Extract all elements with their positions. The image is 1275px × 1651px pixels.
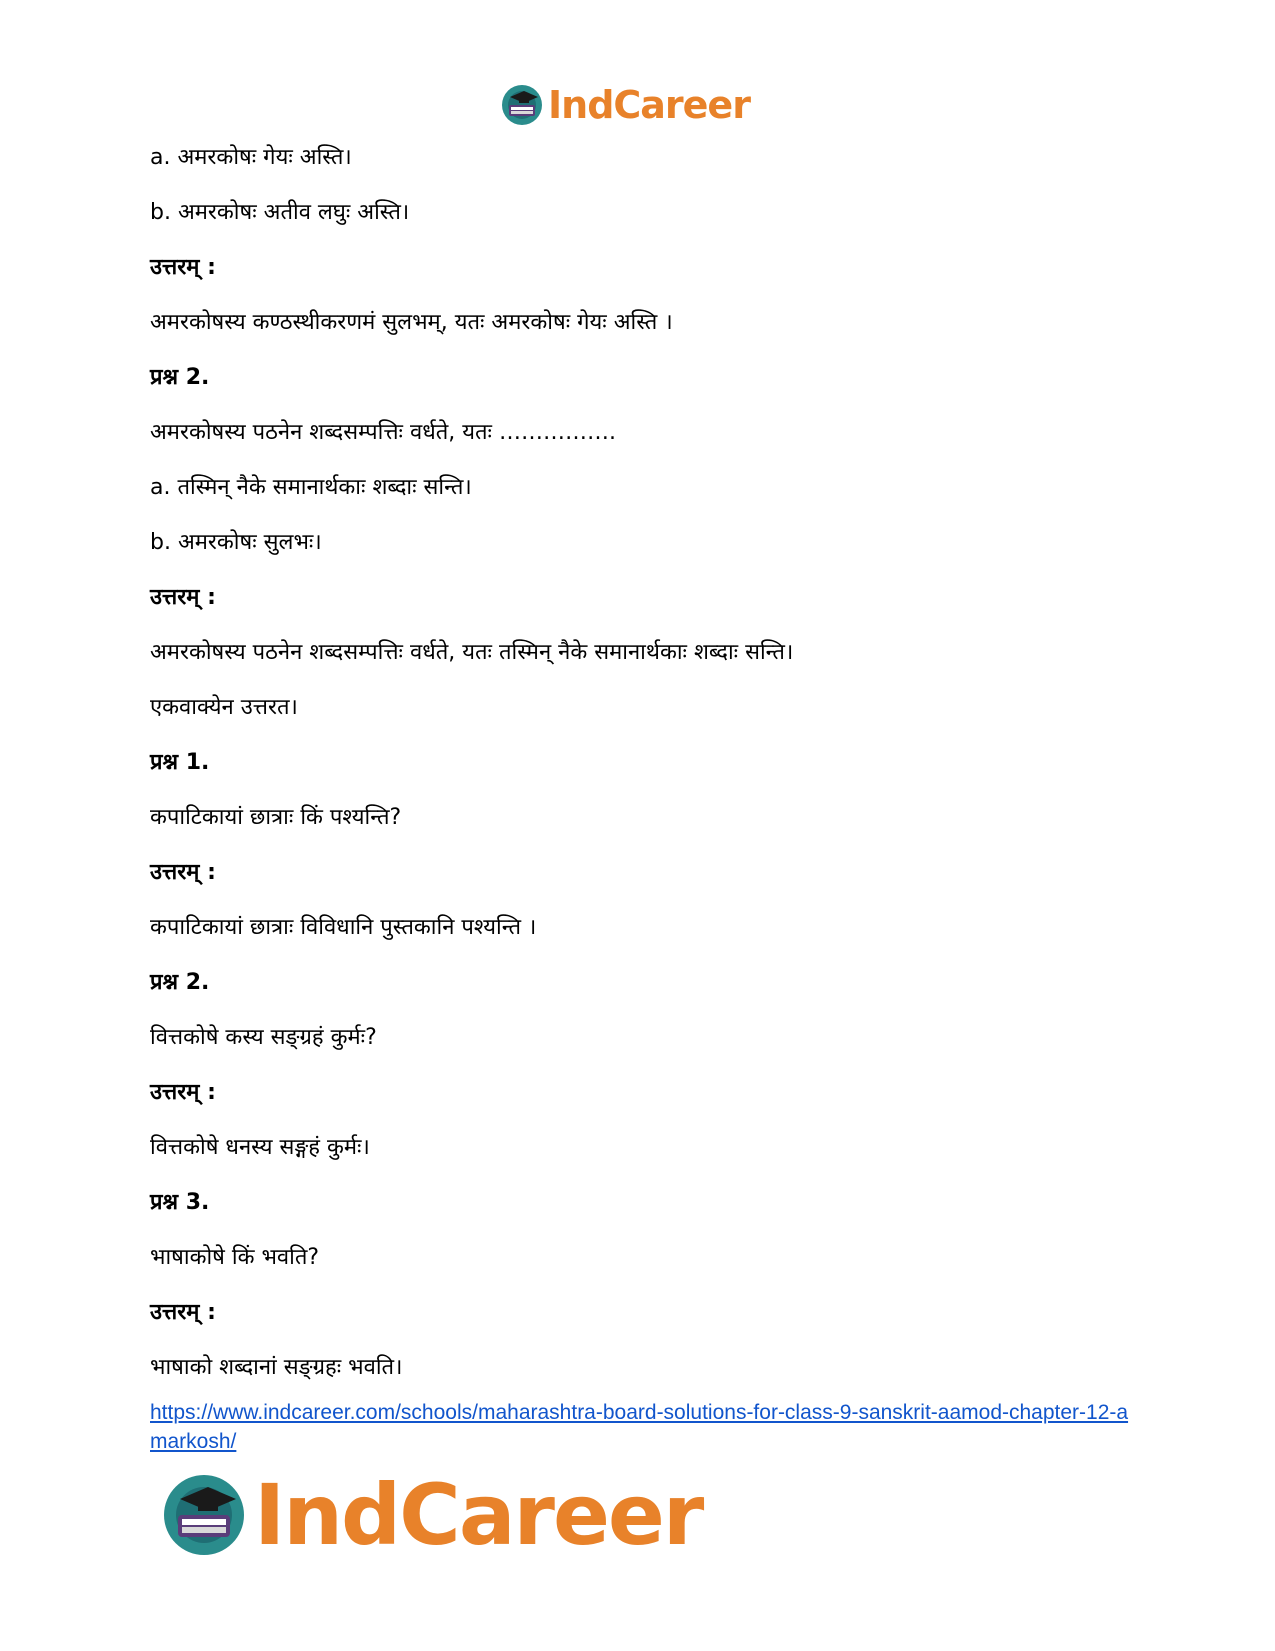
- header-logo: [500, 80, 750, 130]
- question-number: प्रश्न 2.: [150, 970, 210, 995]
- option-b: b. अमरकोषः सुलभः।: [150, 530, 322, 555]
- source-url-link[interactable]: https://www.indcareer.com/schools/maharashtra-board-solutions-for-class-9-sanskrit-aamod-chapter-12-amarkosh/: [150, 1401, 1129, 1453]
- answer-label: उत्तरम् :: [150, 860, 216, 885]
- question-text: कपाटिकायां छात्राः किं पश्यन्ति?: [150, 805, 402, 830]
- answer-label: उत्तरम् :: [150, 1080, 216, 1105]
- question-text: वित्तकोषे कस्य सङ्ग्रहं कुर्मः?: [150, 1025, 377, 1050]
- answer-label: उत्तरम् :: [150, 255, 216, 280]
- question-number: प्रश्न 2.: [150, 365, 210, 390]
- footer-logo-text: IndCareer: [254, 1466, 703, 1564]
- header-logo-text: IndCareer: [548, 83, 750, 127]
- graduation-book-icon: [160, 1471, 248, 1559]
- footer-logo: [160, 1465, 702, 1565]
- answer-text: कपाटिकायां छात्राः विविधानि पुस्तकानि पश्यन्ति ।: [150, 915, 537, 940]
- question-number: प्रश्न 1.: [150, 750, 210, 775]
- answer-text: अमरकोषस्य पठनेन शब्दसम्पत्तिः वर्धते, यतः तस्मिन् नैके समानार्थकाः शब्दाः सन्ति।: [150, 640, 794, 665]
- answer-text: भाषाको शब्दानां सङ्ग्रहः भवति।: [150, 1355, 403, 1380]
- answer-label: उत्तरम् :: [150, 1300, 216, 1325]
- answer-label: उत्तरम् :: [150, 585, 216, 610]
- answer-text: अमरकोषस्य कण्ठस्थीकरणमं सुलभम्, यतः अमरकोषः गेयः अस्ति ।: [150, 310, 673, 335]
- option-b: b. अमरकोषः अतीव लघुः अस्ति।: [150, 200, 410, 225]
- option-a: a. तस्मिन् नैके समानार्थकाः शब्दाः सन्ति।: [150, 475, 472, 500]
- answer-text: वित्तकोषे धनस्य सङ्गहं कुर्मः।: [150, 1135, 370, 1160]
- question-number: प्रश्न 3.: [150, 1190, 210, 1215]
- question-text: भाषाकोषे किं भवति?: [150, 1245, 320, 1270]
- graduation-book-icon: [500, 83, 544, 127]
- section-heading: एकवाक्येन उत्तरत।: [150, 695, 298, 720]
- option-a: a. अमरकोषः गेयः अस्ति।: [150, 145, 352, 170]
- document-body: [150, 143, 1150, 1383]
- question-text: अमरकोषस्य पठनेन शब्दसम्पत्तिः वर्धते, यतः …………….: [150, 420, 616, 445]
